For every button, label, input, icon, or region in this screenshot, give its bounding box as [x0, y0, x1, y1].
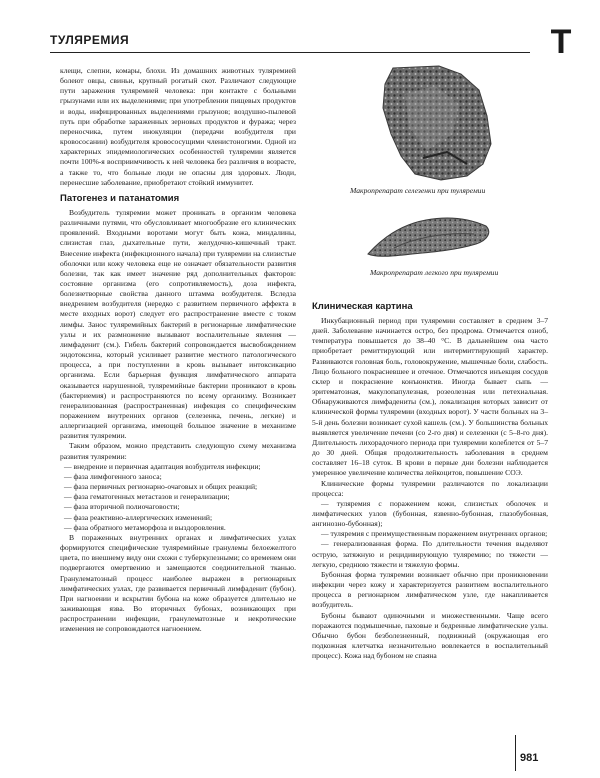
- section-heading-clinical: Клиническая картина: [312, 301, 413, 312]
- intro-paragraph: клещи, слепни, комары, блохи. Из домашних животных туляремией болеют овцы, свиньи, крупный рогатый скот. Различают следующие пути заражения туляремией человека: при контакте с больными грызунами или их выделениями; при употреблении пищевых продуктов и воды, инфицированных выделениями грызунов; воздушно-пылевой путь при обработке зараженных зерновых продуктов и фуража; через переносчика, путем инокуляции (передачи возбудителя при кровососании) возбудителя кровососущими членистоногими. Одной из характерных эпидемиологических особенностей туляремии является почти 100%-я восприимчивость к ней человека без различия в возрасте, а также то, что больные люди не опасны для здоровых. Люди, перенесшие заболевание, приобретают стойкий иммунитет.: [60, 66, 296, 187]
- list-item: — фаза первичных регионарно-очаговых и общих реакций;: [64, 482, 258, 492]
- body-paragraph: Инкубационный период при туляремии составляет в среднем 3–7 дней. Заболевание начинается остро, без продрома. Отмечается озноб, температура повышается до 38–40 °С. В дальнейшем она часто приобретает ремиттирующий или интермиттирующий характер. Развиваются головная боль, головокружение, мышечные боли, слабость. Лицо больного покрасневшее и отечное. Отмечаются инъекция сосудов склер и покраснение конъюнктив. Иногда бывает сыпь — эритематозная, макулопапулезная, розеолезная или петехиальная. Обнаруживаются лимфадениты (см.), локализация которых зависит от клинической формы туляремии (входных ворот). У части больных на 3–5-й день болезни возникает сухой кашель (см.). У большинства больных выявляется увеличение печени (со 2-го дня) и селезенки (с 5–8-го дня). Длительность лихорадочного периода при туляремии колеблется от 5–7 до 30 дней. Общая продолжительность заболевания в среднем составляет 16–18 суток. В крови в первые дни болезни наблюдается умеренное увеличение количества лейкоцитов, повышение СОЭ.: [312, 316, 548, 478]
- page-number-rule: [515, 735, 516, 771]
- body-paragraph: Клинические формы туляремии различаются по локализации процесса:: [312, 478, 548, 498]
- list-item: — фаза лимфогенного заноса;: [64, 471, 162, 481]
- list-item: — генерализованная форма. По длительности течения выделяют острую, затяжную и рецидивирующую туляремию; по тяжести — легкую, среднюю тяжести и тяжелую формы.: [312, 539, 548, 569]
- figure-caption-lung: Макропрепарат легкого при туляремии: [370, 268, 499, 277]
- figure-caption-spleen: Макропрепарат селезенки при туляремии: [350, 186, 486, 195]
- running-header-title: ТУЛЯРЕМИЯ: [50, 33, 130, 47]
- section-heading-pathogenesis: Патогенез и патанатомия: [60, 192, 180, 204]
- header-rule: [50, 52, 530, 53]
- list-item: — внедрение и первичная адаптация возбудителя инфекции;: [64, 461, 261, 471]
- spleen-specimen-image: [375, 64, 495, 182]
- body-paragraph: В пораженных внутренних органах и лимфатических узлах формируются специфические туляремийные гранулемы белоежелтого цвета, по внешнему виду они схожи с туберкулезными; со временем они подвергаются омертвению и замещаются соединительной тканью. Гранулематозный процесс наиболее выражен в регионарных лимфатических узлах, где развивается первичный лимфаденит (бубон). При нагноении и вскрытии бубона на коже образуется длительно не заживающая язва. Во вторичных бубонах, возникающих при распространении инфекции, гранулематозные и некротические изменения не сопровождаются нагноением.: [60, 532, 296, 634]
- right-column: [312, 296, 548, 661]
- body-paragraph: Бубонная форма туляремии возникает обычно при проникновении инфекции через кожу и характеризуется развитием воспалительного процесса в регионарном лимфатическом узле, где накапливается возбудитель.: [312, 569, 548, 610]
- list-item: — туляремия с преимущественным поражением внутренних органов;: [321, 529, 548, 539]
- list-item: — фаза вторичной полиочаговости;: [64, 502, 180, 512]
- list-item: — фаза реактивно-аллергических изменений;: [64, 512, 213, 522]
- body-paragraph: Таким образом, можно представить следующую схему механизма развития туляремии:: [60, 441, 296, 461]
- body-paragraph: Возбудитель туляремии может проникать в организм человека различными путями, что обусловливает многообразие его клинических проявлений. Входными воротами могут быть кожа, миндалины, слизистая глаз, дыхательные пути, желудочно-кишечный тракт. Внесение инфекта (инфекционного начала) при туляремии на слизистые оболочки или кожу человека еще не означает обязательности развития болезни, так как имеет значение ряд дополнительных факторов: состояние организма (его сопротивляемость), доза инфекта, болезнетворные свойства данного штамма возбудителя. Вследза внедрением возбудителя (нередко с развитием первичного аффекта в месте входных ворот) следует его распространение вместе с током лимфы. Занос туляремийных бактерий в регионарные лимфатические узлы и их размножение вызывают воспалительные явления — лимфаденит (см.). Гибель бактерий сопровождается высвобождением эндотоксина, который усиливает развитие местного патологического процесса, а при поступлении в кровь вызывает интоксикацию организма. Если барьерная функция лимфатического аппарата оказывается нарушенной, туляремийные бактерии проникают в кровь (бактериемия) и распространяются по всему организму. Возникает генерализованная (распространенная) инфекция со специфическим поражением внутренних органов (селезенка, печень, легкие) и аллергизацией организма, имеющей большое значение в механизме развития туляремии.: [60, 207, 296, 441]
- left-column: [60, 66, 296, 634]
- body-paragraph: Бубоны бывают одиночными и множественными. Чаще всего поражаются подмышечные, паховые и бедренные лимфатические узлы. Обычно бубон безболезненный, подвижный (окружающая его подкожная клетчатка незначительно вовлекается в воспалительный процесс). Кожа над бубоном не спаяна: [312, 610, 548, 661]
- page-number: 981: [520, 752, 539, 764]
- list-item: — фаза обратного метаморфоза и выздоровления.: [64, 522, 226, 532]
- lung-specimen-image: [364, 214, 494, 262]
- section-letter-tab: Т: [550, 23, 572, 61]
- list-item: — туляремия с поражением кожи, слизистых оболочек и лимфатических узлов (бубонная, язвенно-бубонная, глазобубонная, ангинозно-бубонная);: [312, 498, 548, 529]
- list-item: — фаза гематогенных метастазов и генерализации;: [64, 492, 230, 502]
